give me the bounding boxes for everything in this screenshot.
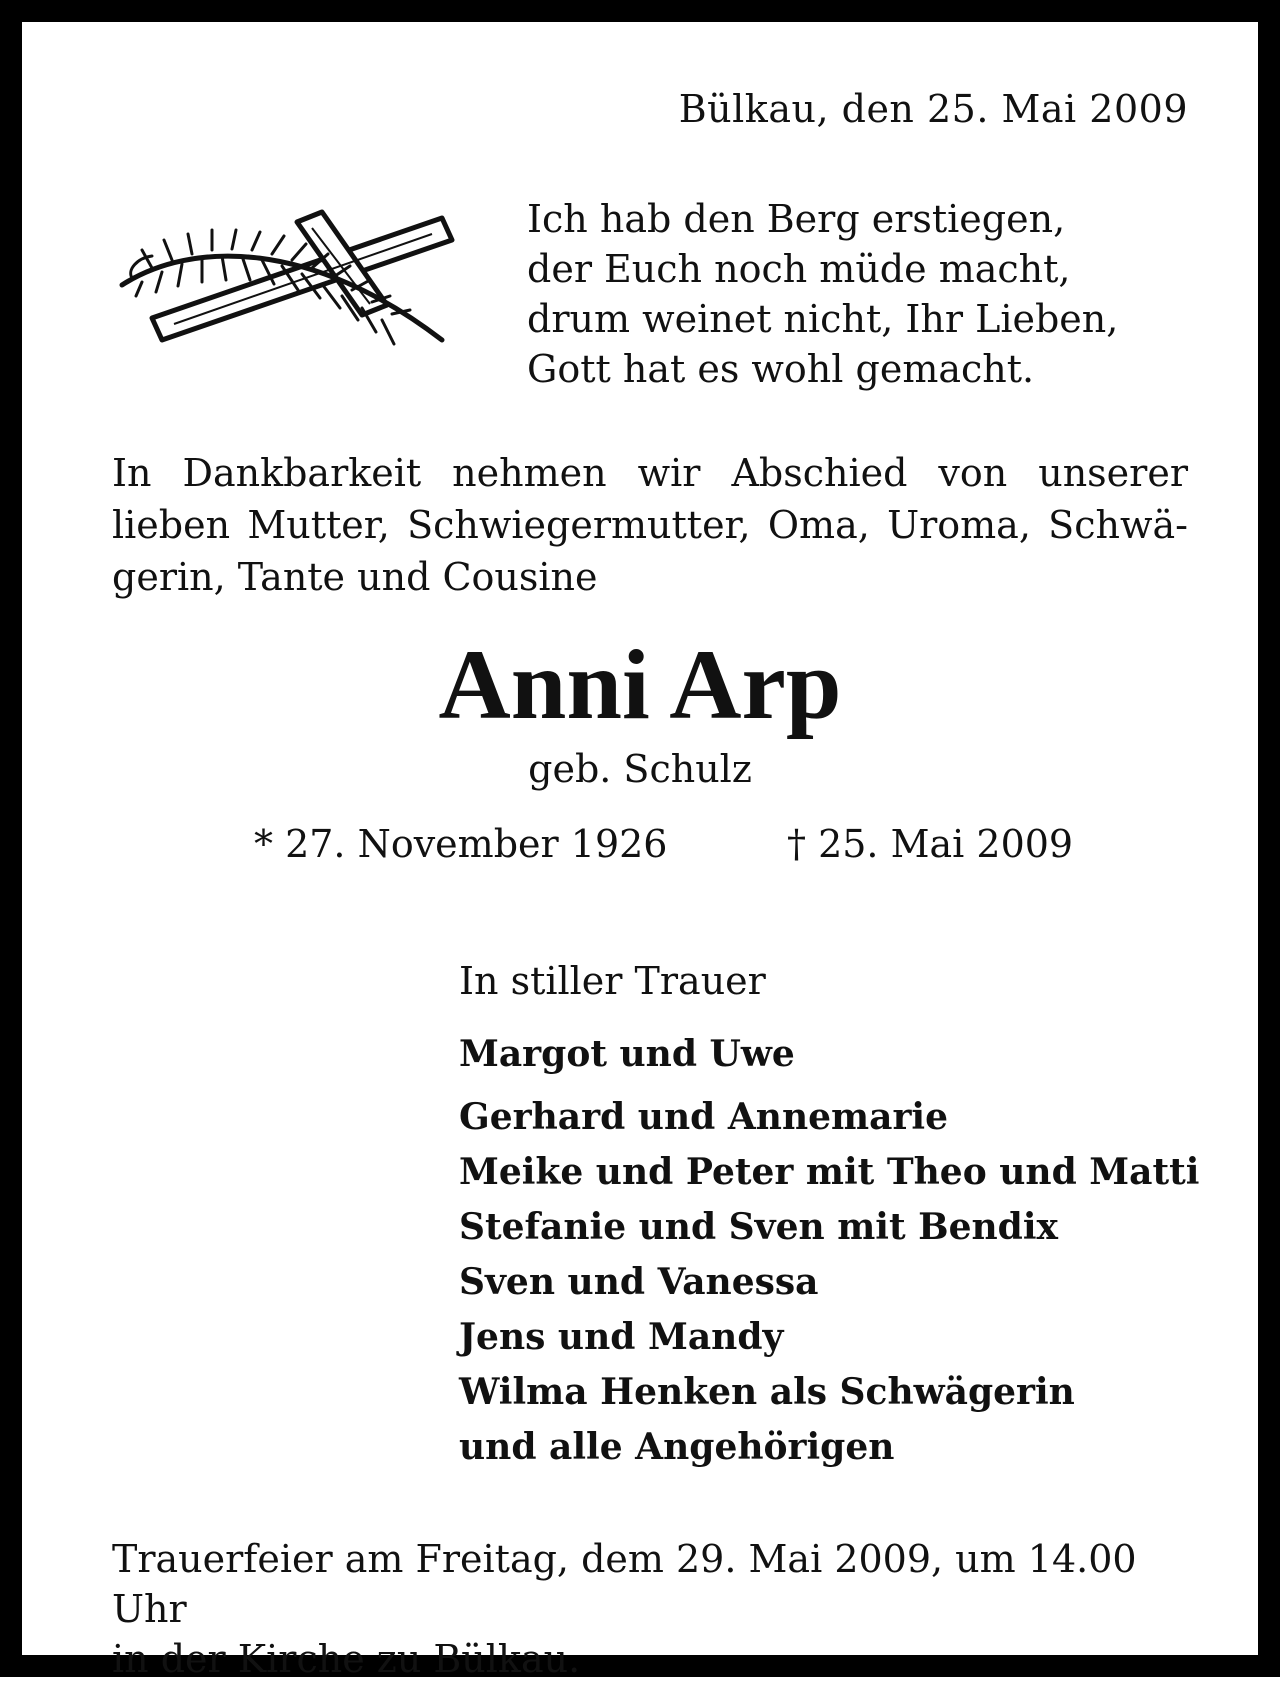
birth-name: geb. Schulz (528, 747, 752, 791)
deceased-name: Anni Arp (438, 629, 842, 740)
place-date: Bülkau, den 25. Mai 2009 (678, 87, 1188, 131)
service-line: in der Kirche zu Bülkau. (112, 1637, 581, 1681)
mourner-entry: Stefanie und Sven mit Bendix (459, 1206, 1058, 1248)
mourner-entry: Jens und Mandy (459, 1316, 784, 1358)
mourner-entry: Meike und Peter mit Theo und Matti (459, 1151, 1200, 1193)
cross-with-palm-frond-icon (112, 200, 492, 375)
birth-date: * 27. November 1926 (254, 822, 668, 866)
intro-text: In Dankbarkeit nehmen wir Abschied von unserer lieben Mutter, Schwiegermutter, Oma, Uroma, Schwägerin, Tante und Cousine (112, 451, 1188, 599)
poem (527, 194, 1118, 394)
poem-line: der Euch noch müde macht, (527, 247, 1071, 291)
mourner-entry: Sven und Vanessa (459, 1261, 819, 1303)
mourners-list (459, 1027, 1199, 1475)
funeral-service-info (112, 1534, 1188, 1684)
mourner-entry: und alle Angehörigen (459, 1426, 895, 1468)
mourner-entry: Margot und Uwe (459, 1033, 795, 1075)
poem-line: drum weinet nicht, Ihr Lieben, (527, 297, 1119, 341)
poem-line: Gott hat es wohl gemacht. (527, 347, 1035, 391)
death-date: † 25. Mai 2009 (787, 822, 1074, 866)
mourner-entry: Gerhard und Annemarie (459, 1096, 948, 1138)
mourning-label: In stiller Trauer (459, 959, 766, 1003)
poem-line: Ich hab den Berg erstiegen, (527, 197, 1066, 241)
service-line: Trauerfeier am Freitag, dem 29. Mai 2009, um 14.00 Uhr (112, 1537, 1137, 1631)
mourner-entry: Wilma Henken als Schwägerin (459, 1371, 1075, 1413)
